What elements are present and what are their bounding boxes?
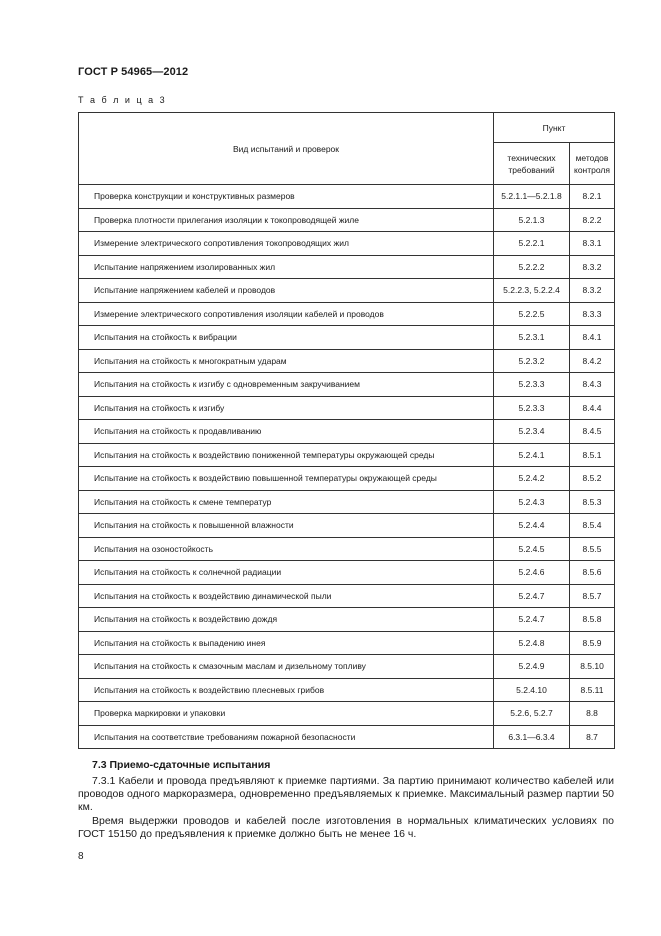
table-row <box>79 185 615 209</box>
table-row <box>79 420 615 444</box>
cell-control-method: 8.5.10 <box>570 655 615 679</box>
cell-control-method: 8.5.7 <box>570 584 615 608</box>
cell-test-name: Проверка конструкции и конструктивных размеров <box>79 185 494 209</box>
cell-technical-requirement: 5.2.1.3 <box>494 208 570 232</box>
cell-test-name: Испытания на стойкость к воздействию динамической пыли <box>79 584 494 608</box>
cell-technical-requirement: 5.2.2.1 <box>494 232 570 256</box>
cell-technical-requirement: 5.2.4.9 <box>494 655 570 679</box>
cell-test-name: Испытания на стойкость к смазочным маслам и дизельному топливу <box>79 655 494 679</box>
table-row <box>79 467 615 491</box>
cell-control-method: 8.3.1 <box>570 232 615 256</box>
cell-technical-requirement: 5.2.4.1 <box>494 443 570 467</box>
cell-technical-requirement: 5.2.3.3 <box>494 373 570 397</box>
cell-test-name: Измерение электрического сопротивления токопроводящих жил <box>79 232 494 256</box>
cell-test-name: Испытания на соответствие требованиям пожарной безопасности <box>79 725 494 749</box>
cell-test-name: Испытания на стойкость к воздействию дождя <box>79 608 494 632</box>
cell-technical-requirement: 5.2.4.7 <box>494 608 570 632</box>
cell-test-name: Испытания на стойкость к вибрации <box>79 326 494 350</box>
cell-test-name: Испытания на стойкость к воздействию пониженной температуры окружающей среды <box>79 443 494 467</box>
cell-control-method: 8.8 <box>570 702 615 726</box>
cell-test-name: Испытания на стойкость к воздействию плесневых грибов <box>79 678 494 702</box>
cell-test-name: Испытание на стойкость к воздействию повышенной температуры окружающей среды <box>79 467 494 491</box>
table-row <box>79 584 615 608</box>
cell-control-method: 8.5.3 <box>570 490 615 514</box>
cell-control-method: 8.4.4 <box>570 396 615 420</box>
cell-test-name: Испытания на стойкость к изгибу <box>79 396 494 420</box>
section-title: 7.3 Приемо-сдаточные испытания <box>92 759 271 771</box>
tests-table <box>78 112 615 749</box>
cell-control-method: 8.5.8 <box>570 608 615 632</box>
cell-technical-requirement: 5.2.4.2 <box>494 467 570 491</box>
cell-test-name: Проверка маркировки и упаковки <box>79 702 494 726</box>
cell-test-name: Испытания на стойкость к продавливанию <box>79 420 494 444</box>
cell-control-method: 8.3.2 <box>570 279 615 303</box>
cell-technical-requirement: 5.2.3.4 <box>494 420 570 444</box>
cell-technical-requirement: 5.2.2.5 <box>494 302 570 326</box>
paragraph-7-3-1: 7.3.1 Кабели и провода предъявляют к приемке партиями. За партию принимают количество кабелей или проводов одного маркоразмера, одновременно предъявляемых к приемке. Максимальный размер партии 50 км. <box>78 775 614 813</box>
cell-test-name: Измерение электрического сопротивления изоляции кабелей и проводов <box>79 302 494 326</box>
cell-control-method: 8.4.1 <box>570 326 615 350</box>
table-row <box>79 490 615 514</box>
cell-technical-requirement: 5.2.4.3 <box>494 490 570 514</box>
cell-technical-requirement: 5.2.4.8 <box>494 631 570 655</box>
cell-technical-requirement: 5.2.4.6 <box>494 561 570 585</box>
table-row <box>79 631 615 655</box>
cell-test-name: Испытание напряжением кабелей и проводов <box>79 279 494 303</box>
cell-control-method: 8.4.5 <box>570 420 615 444</box>
header-control-methods: методов контроля <box>570 143 615 185</box>
cell-control-method: 8.7 <box>570 725 615 749</box>
cell-technical-requirement: 5.2.4.10 <box>494 678 570 702</box>
cell-control-method: 8.3.3 <box>570 302 615 326</box>
cell-technical-requirement: 5.2.3.1 <box>494 326 570 350</box>
cell-test-name: Испытания на озоностойкость <box>79 537 494 561</box>
table-row <box>79 326 615 350</box>
table-row <box>79 608 615 632</box>
table-body <box>79 185 615 749</box>
cell-control-method: 8.5.5 <box>570 537 615 561</box>
cell-technical-requirement: 5.2.2.2 <box>494 255 570 279</box>
cell-technical-requirement: 5.2.4.4 <box>494 514 570 538</box>
cell-technical-requirement: 5.2.3.3 <box>494 396 570 420</box>
cell-technical-requirement: 5.2.1.1—5.2.1.8 <box>494 185 570 209</box>
cell-test-name: Испытание напряжением изолированных жил <box>79 255 494 279</box>
cell-control-method: 8.3.2 <box>570 255 615 279</box>
table-row <box>79 232 615 256</box>
cell-control-method: 8.2.1 <box>570 185 615 209</box>
cell-test-name: Испытания на стойкость к солнечной радиации <box>79 561 494 585</box>
table-row <box>79 561 615 585</box>
cell-test-name: Проверка плотности прилегания изоляции к токопроводящей жиле <box>79 208 494 232</box>
table-row <box>79 678 615 702</box>
table-row <box>79 702 615 726</box>
table-row <box>79 396 615 420</box>
table-row <box>79 208 615 232</box>
cell-test-name: Испытания на стойкость к выпадению инея <box>79 631 494 655</box>
paragraph-holding-time: Время выдержки проводов и кабелей после изготовления в нормальных климатических условиях по ГОСТ 15150 до предъявления к приемке должно быть не менее 16 ч. <box>78 815 614 840</box>
cell-test-name: Испытания на стойкость к повышенной влажности <box>79 514 494 538</box>
header-test-type: Вид испытаний и проверок <box>79 113 494 185</box>
cell-test-name: Испытания на стойкость к многократным ударам <box>79 349 494 373</box>
table-row <box>79 349 615 373</box>
cell-control-method: 8.2.2 <box>570 208 615 232</box>
table-caption: Т а б л и ц а 3 <box>78 95 167 105</box>
cell-control-method: 8.5.6 <box>570 561 615 585</box>
cell-test-name: Испытания на стойкость к смене температур <box>79 490 494 514</box>
header-technical-requirements: технических требований <box>494 143 570 185</box>
cell-control-method: 8.5.11 <box>570 678 615 702</box>
cell-control-method: 8.5.4 <box>570 514 615 538</box>
table-row <box>79 279 615 303</box>
cell-control-method: 8.5.1 <box>570 443 615 467</box>
cell-control-method: 8.5.2 <box>570 467 615 491</box>
cell-control-method: 8.4.3 <box>570 373 615 397</box>
table-row <box>79 537 615 561</box>
cell-technical-requirement: 5.2.2.3, 5.2.2.4 <box>494 279 570 303</box>
table-row <box>79 255 615 279</box>
table-row <box>79 725 615 749</box>
cell-control-method: 8.5.9 <box>570 631 615 655</box>
document-header: ГОСТ Р 54965—2012 <box>78 66 189 78</box>
table-row <box>79 443 615 467</box>
cell-technical-requirement: 5.2.6, 5.2.7 <box>494 702 570 726</box>
header-clause: Пункт <box>494 113 615 143</box>
cell-control-method: 8.4.2 <box>570 349 615 373</box>
cell-technical-requirement: 5.2.4.7 <box>494 584 570 608</box>
cell-technical-requirement: 6.3.1—6.3.4 <box>494 725 570 749</box>
table-row <box>79 373 615 397</box>
cell-technical-requirement: 5.2.3.2 <box>494 349 570 373</box>
table-row <box>79 655 615 679</box>
page-number: 8 <box>78 851 84 862</box>
cell-test-name: Испытания на стойкость к изгибу с одновременным закручиванием <box>79 373 494 397</box>
table-row <box>79 514 615 538</box>
table-row <box>79 302 615 326</box>
cell-technical-requirement: 5.2.4.5 <box>494 537 570 561</box>
